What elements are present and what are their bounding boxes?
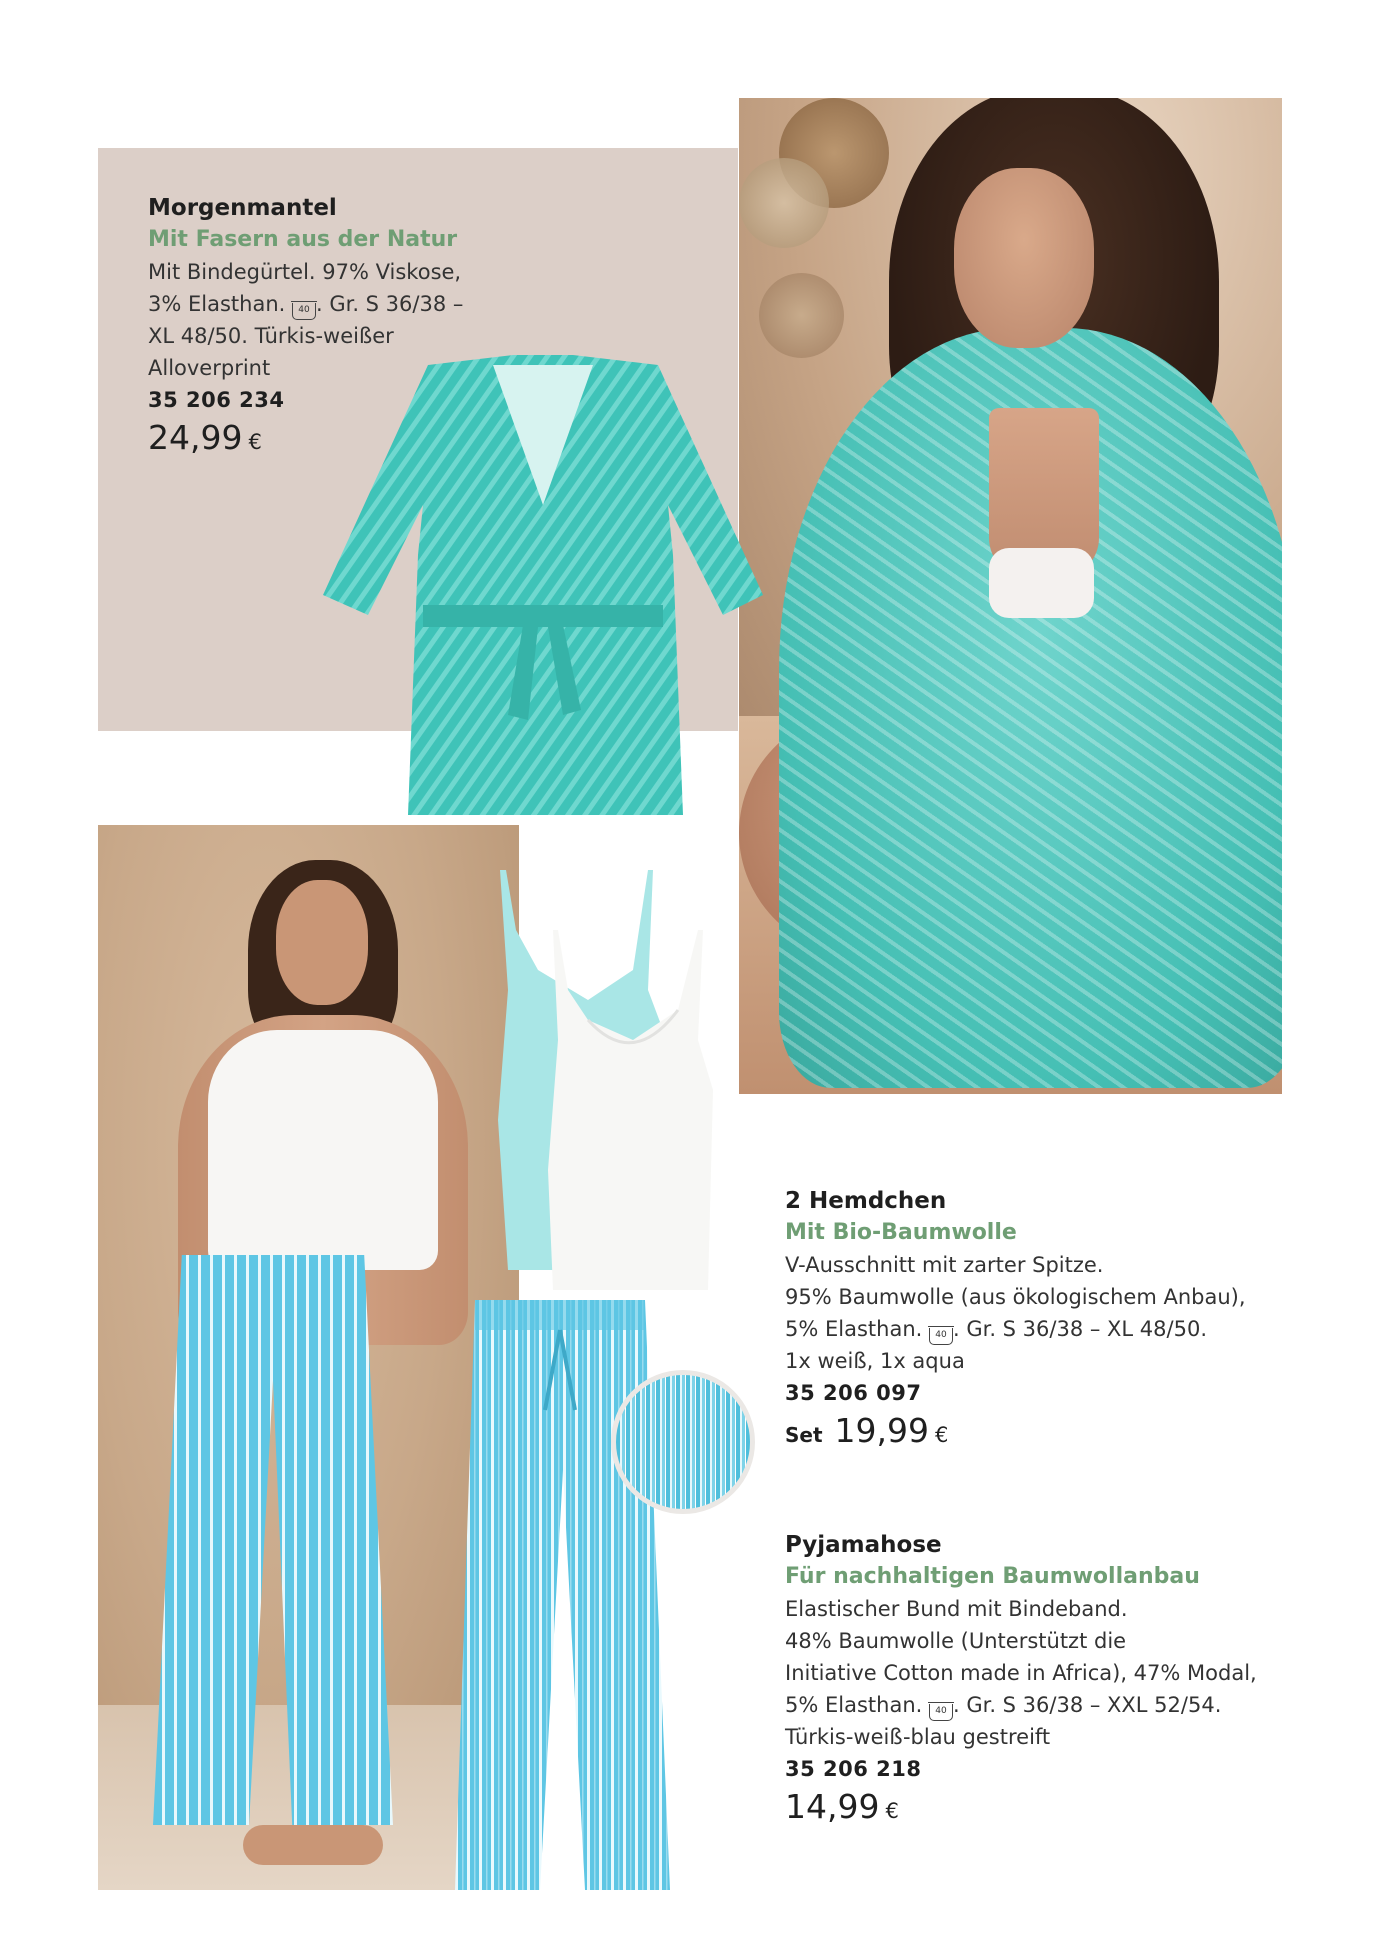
pants-price: 14,99 €: [785, 1787, 899, 1826]
wash-40-icon: 40: [292, 303, 316, 320]
fabric-swatch: [611, 1370, 755, 1514]
robe-subtitle: Mit Fasern aus der Natur: [148, 227, 458, 252]
tanks-description: V-Ausschnitt mit zarter Spitze. 95% Baumwolle (aus ökologischem Anbau), 5% Elasthan. 40 . Gr. S 36/38 – XL 48/50. 1x weiß, 1x aqua: [785, 1253, 1246, 1373]
robe-title: Morgenmantel: [148, 195, 337, 221]
robe-info: [148, 192, 568, 458]
robe-article-number: 35 206 234: [148, 388, 285, 412]
robe-price: 24,99 €: [148, 418, 262, 457]
pants-subtitle: Für nachhaltigen Baumwollanbau: [785, 1564, 1200, 1589]
tanks-subtitle: Mit Bio-Baumwolle: [785, 1220, 1017, 1245]
wash-40-icon: 40: [929, 1704, 953, 1721]
robe-description: Mit Bindegürtel. 97% Viskose, 3% Elasthan. 40 . Gr. S 36/38 – XL 48/50. Türkis-weißer Alloverprint: [148, 260, 464, 380]
tanks-info: [785, 1185, 1305, 1451]
pants-description: Elastischer Bund mit Bindeband. 48% Baumwolle (Unterstützt die Initiative Cotton made in Africa), 47% Modal, 5% Elasthan. 40 . Gr. S 36/38 – XXL 52/54. Türkis-weiß-blau gestreift: [785, 1597, 1257, 1749]
pants-info: [785, 1529, 1315, 1827]
tank-tops-product-image: [488, 870, 718, 1290]
tanks-price: Set 19,99 €: [785, 1411, 949, 1450]
tanks-title: 2 Hemdchen: [785, 1188, 947, 1214]
pants-title: Pyjamahose: [785, 1532, 942, 1558]
robe-model-photo: [739, 98, 1282, 1094]
tanks-article-number: 35 206 097: [785, 1381, 922, 1405]
wash-40-icon: 40: [929, 1328, 953, 1345]
pants-article-number: 35 206 218: [785, 1757, 922, 1781]
